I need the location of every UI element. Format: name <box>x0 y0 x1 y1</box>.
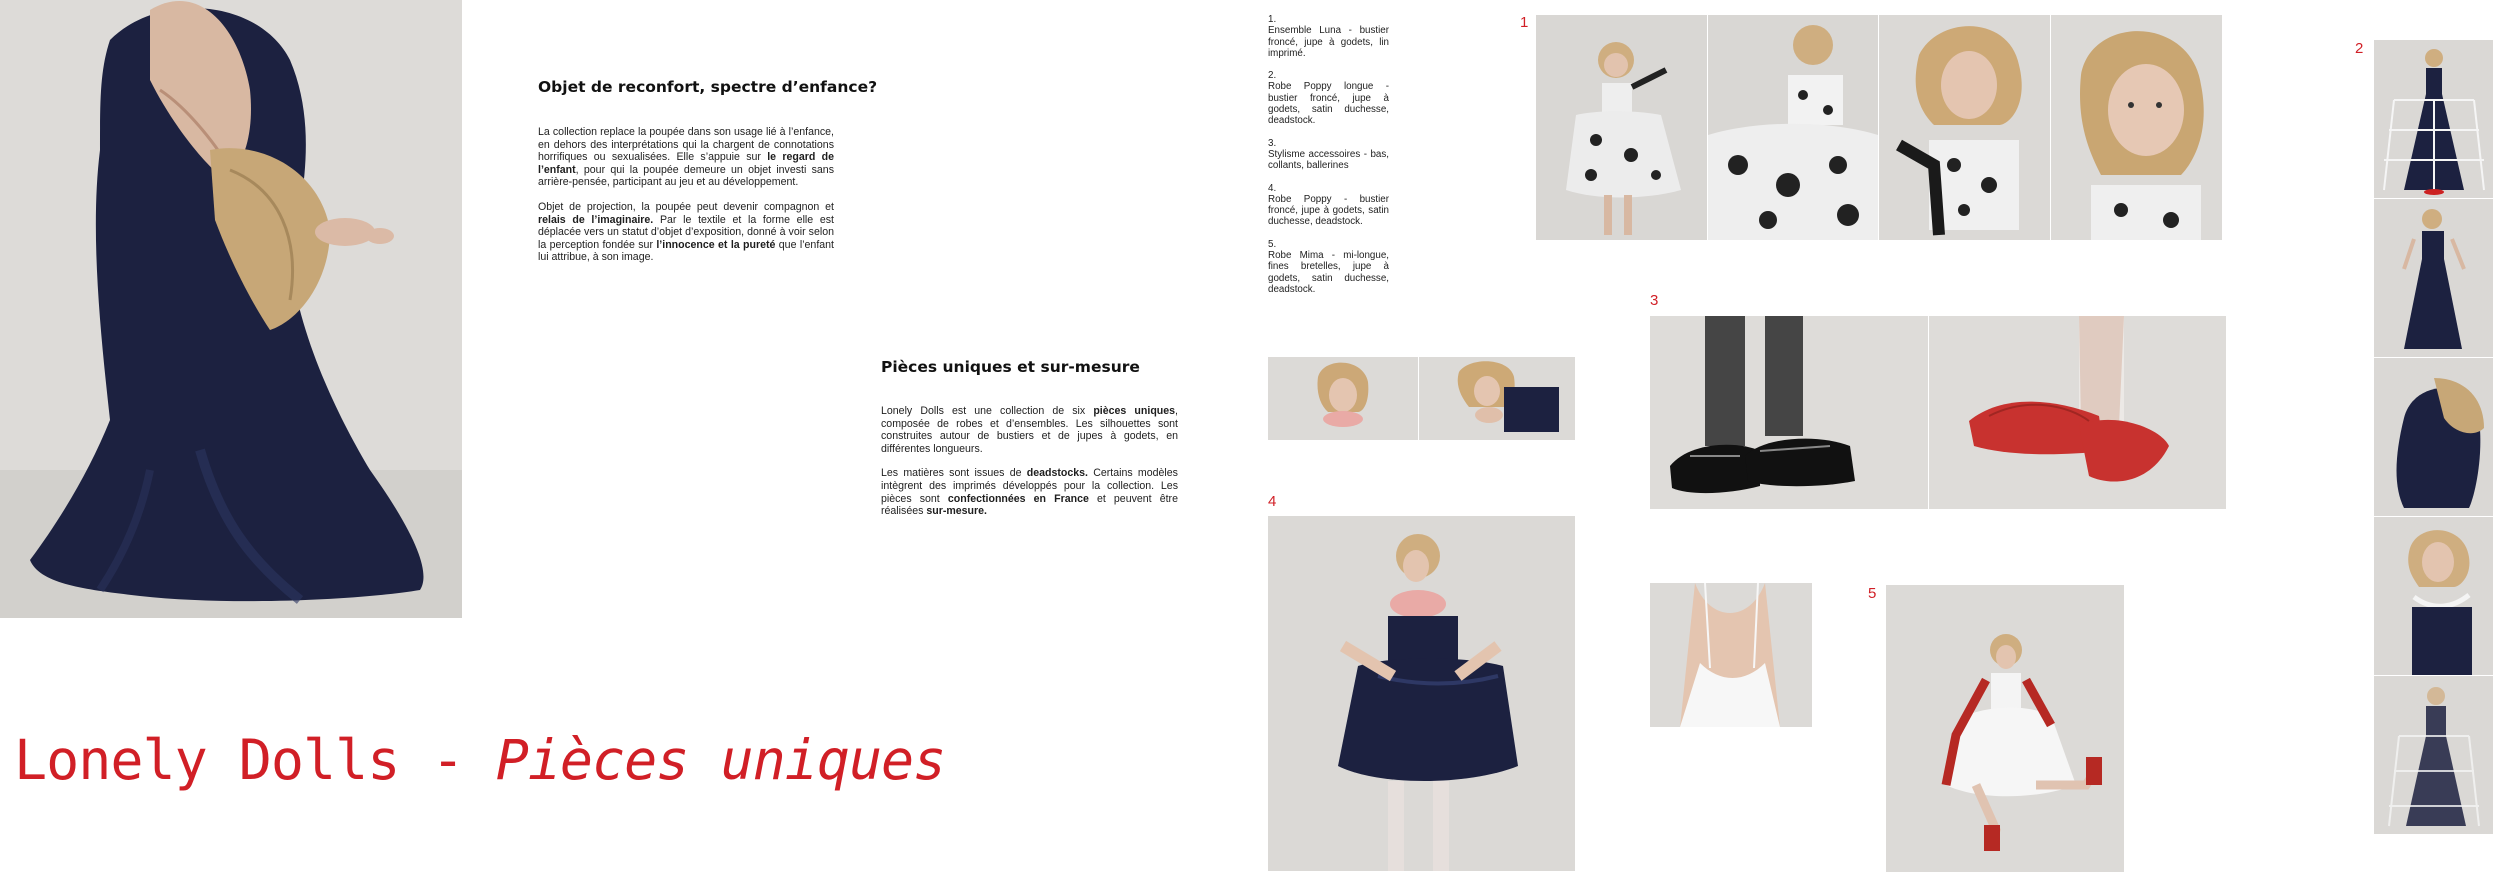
photo-number-3: 3 <box>1650 292 1659 309</box>
bold-run: confectionnées en France <box>947 492 1089 505</box>
paragraph-projection <box>538 201 834 264</box>
bold-run: relais de l’imaginaire. <box>538 213 654 226</box>
text-run: et peuvent être réalisées <box>881 492 1178 518</box>
text-run: Objet de projection, la poupée peut devenir compagnon et <box>538 200 834 213</box>
photo-luna-closeup <box>2051 15 2222 240</box>
cover-photo-bending-figure <box>0 0 462 618</box>
photo-poppy-long-cage <box>2374 40 2493 198</box>
text-run: Les matières sont issues de <box>881 467 1027 480</box>
legend-num-2: 2. <box>1268 70 1277 82</box>
photo-luna-full-look <box>1536 15 1707 240</box>
photo-poppy-long-pearls <box>2374 517 2493 675</box>
photo-portrait-pink-collar <box>1268 357 1418 440</box>
text-run: Par le textile et la forme elle est déplacée vers un statut d’objet d’exposition, donné à voir selon la perception fondée sur <box>538 213 834 251</box>
photo-mima-seated <box>1886 585 2124 872</box>
bold-run: sur-mesure. <box>926 505 987 518</box>
photo-poppy-short <box>1268 516 1575 871</box>
text-run: La collection replace la poupée dans son usage lié à l’enfance, en dehors des interprétations qui la chargent de connotations horrifiques ou sexualisées. Elle s’appuie sur <box>538 126 834 164</box>
photo-number-5: 5 <box>1868 585 1877 602</box>
text-run: , pour qui la poupée demeure un objet investi sans arrière-pensée, participant au jeu et au développement. <box>538 163 834 189</box>
photo-poppy-long-standing <box>2374 199 2493 357</box>
text-run: , composée de robes et d’ensembles. Les silhouettes sont construites autour de bustiers et de jupes à godets, en différentes longueurs. <box>881 405 1178 455</box>
bold-run: deadstocks. <box>1026 467 1088 480</box>
photo-number-4: 4 <box>1268 493 1277 510</box>
title-main: Lonely Dolls - <box>14 728 496 792</box>
legend-num-3: 3. <box>1268 137 1277 149</box>
photo-black-mary-janes <box>1650 316 1928 509</box>
photo-mima-back-detail <box>1650 583 1812 727</box>
legend-item-1 <box>1268 14 1389 59</box>
legend-item-4 <box>1268 183 1389 228</box>
text-run: que l’enfant lui attribue, à son image. <box>538 238 834 264</box>
legend-text-1: Ensemble Luna - bustier froncé, jupe à godets, lin imprimé. <box>1268 25 1389 59</box>
photo-number-2: 2 <box>2355 40 2364 57</box>
photo-poppy-long-crouching <box>2374 358 2493 516</box>
section-heading-pieces-uniques: Pièces uniques et sur-mesure <box>881 358 1140 376</box>
legend-num-5: 5. <box>1268 238 1277 250</box>
collection-title <box>14 728 945 792</box>
bold-run: pièces uniques <box>1093 405 1176 417</box>
bold-run: le regard de l’enfant <box>538 151 834 176</box>
legend-text-4: Robe Poppy - bustier froncé, jupe à godets, satin duchesse, deadstock. <box>1268 193 1389 228</box>
paragraph-six-pieces <box>881 405 1178 455</box>
legend-item-3 <box>1268 138 1389 172</box>
photo-portrait-hand-chin <box>1419 357 1575 440</box>
legend-num-4: 4. <box>1268 182 1277 194</box>
paragraph-collection <box>538 126 834 189</box>
legend-text-2: Robe Poppy longue - bustier froncé, jupe à godets, satin duchesse, deadstock. <box>1268 81 1389 127</box>
photo-legend <box>1268 14 1389 306</box>
paragraph-deadstocks <box>881 467 1178 517</box>
legend-item-5 <box>1268 239 1389 295</box>
legend-text-5: Robe Mima - mi-longue, fines bretelles, jupe à godets, satin duchesse, deadstock. <box>1268 250 1389 295</box>
text-block-reconfort <box>538 126 834 276</box>
photo-number-1: 1 <box>1520 14 1529 31</box>
photo-poppy-long-motion <box>2374 676 2493 834</box>
legend-text-3: Stylisme accessoires - bas, collants, ballerines <box>1268 148 1389 172</box>
section-heading-reconfort: Objet de reconfort, spectre d’enfance? <box>538 78 878 96</box>
photo-luna-portrait-gloves <box>1879 15 2050 240</box>
text-run: Certains modèles intègrent des imprimés développés pour la collection. Les pièces sont <box>881 467 1178 505</box>
text-block-pieces-uniques <box>881 405 1178 530</box>
legend-item-2 <box>1268 70 1389 126</box>
title-italic: Pièces uniques <box>495 728 946 792</box>
bold-run: l’innocence et la pureté <box>656 238 776 251</box>
legend-num-1: 1. <box>1268 14 1277 25</box>
photo-luna-skirt-detail <box>1708 15 1878 240</box>
text-run: Lonely Dolls est une collection de six <box>881 405 1094 417</box>
photo-red-ballerinas <box>1929 316 2226 509</box>
